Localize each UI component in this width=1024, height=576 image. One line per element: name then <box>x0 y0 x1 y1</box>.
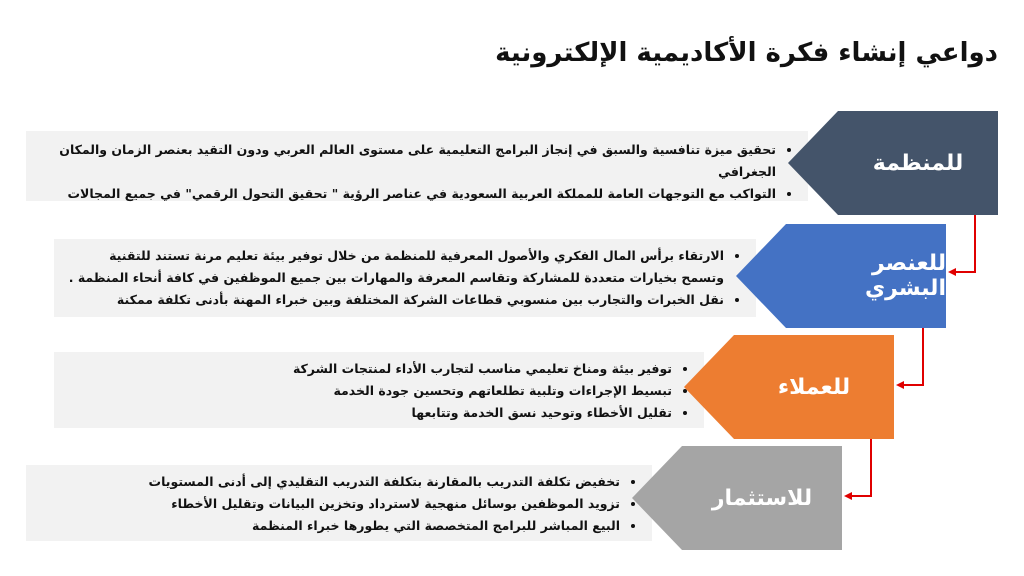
bullet-item: • تزويد الموظفين بوسائل منهجية لاسترداد وتخزين البيانات وتقليل الأخطاء <box>36 493 620 515</box>
bullet-item: • تخفيض تكلفة التدريب بالمقارنة بتكلفة التدريب التقليدي إلى أدنى المستويات <box>36 471 620 493</box>
badge-label: للاستثمار <box>711 485 813 511</box>
bullet-item: • الارتقاء برأس المال الفكري والأصول المعرفية للمنظمة من خلال توفير بيئة تعليم مرنة تستند للتقنية وتسمح بخيارات متعددة للمشاركة وتقاسم المعرفة والمهارات بين جميع الموظفين في كافة أنحاء المنظمة . <box>64 245 724 289</box>
connector-organization-to-human <box>950 215 975 272</box>
bullet-item: • توفير بيئة ومناخ تعليمي مناسب لتجارب الأداء لمنتجات الشركة <box>64 358 672 380</box>
bullet-item: • البيع المباشر للبرامج المتخصصة التي يطورها خبراء المنظمة <box>36 515 620 537</box>
page-title: دواعي إنشاء فكرة الأكاديمية الإلكترونية <box>495 38 998 68</box>
badge-label: للمنظمة <box>872 150 964 176</box>
bullet-item: • التواكب مع التوجهات العامة للمملكة العربية السعودية في عناصر الرؤية " تحقيق التحول الرقمي" في جميع المجالات <box>36 183 776 205</box>
badge-label: للعنصر البشري <box>864 251 946 301</box>
connector-clients-to-investment <box>846 439 871 496</box>
bullet-item: • تقليل الأخطاء وتوحيد نسق الخدمة وتتابعها <box>64 402 672 424</box>
bullet-item: • تحقيق ميزة تنافسية والسبق في إنجاز البرامج التعليمية على مستوى العالم العربي ودون التقيد بعنصر الزمان والمكان الجغرافي <box>36 139 776 183</box>
badge-label: للعملاء <box>777 374 851 400</box>
bullet-item: • تبسيط الإجراءات وتلبية تطلعاتهم وتحسين جودة الخدمة <box>64 380 672 402</box>
connector-human-to-clients <box>898 328 923 385</box>
bullet-item: • نقل الخبرات والتجارب بين منسوبي قطاعات الشركة المختلفة وبين خبراء المهنة بأدنى تكلفة ممكنة <box>64 289 724 311</box>
